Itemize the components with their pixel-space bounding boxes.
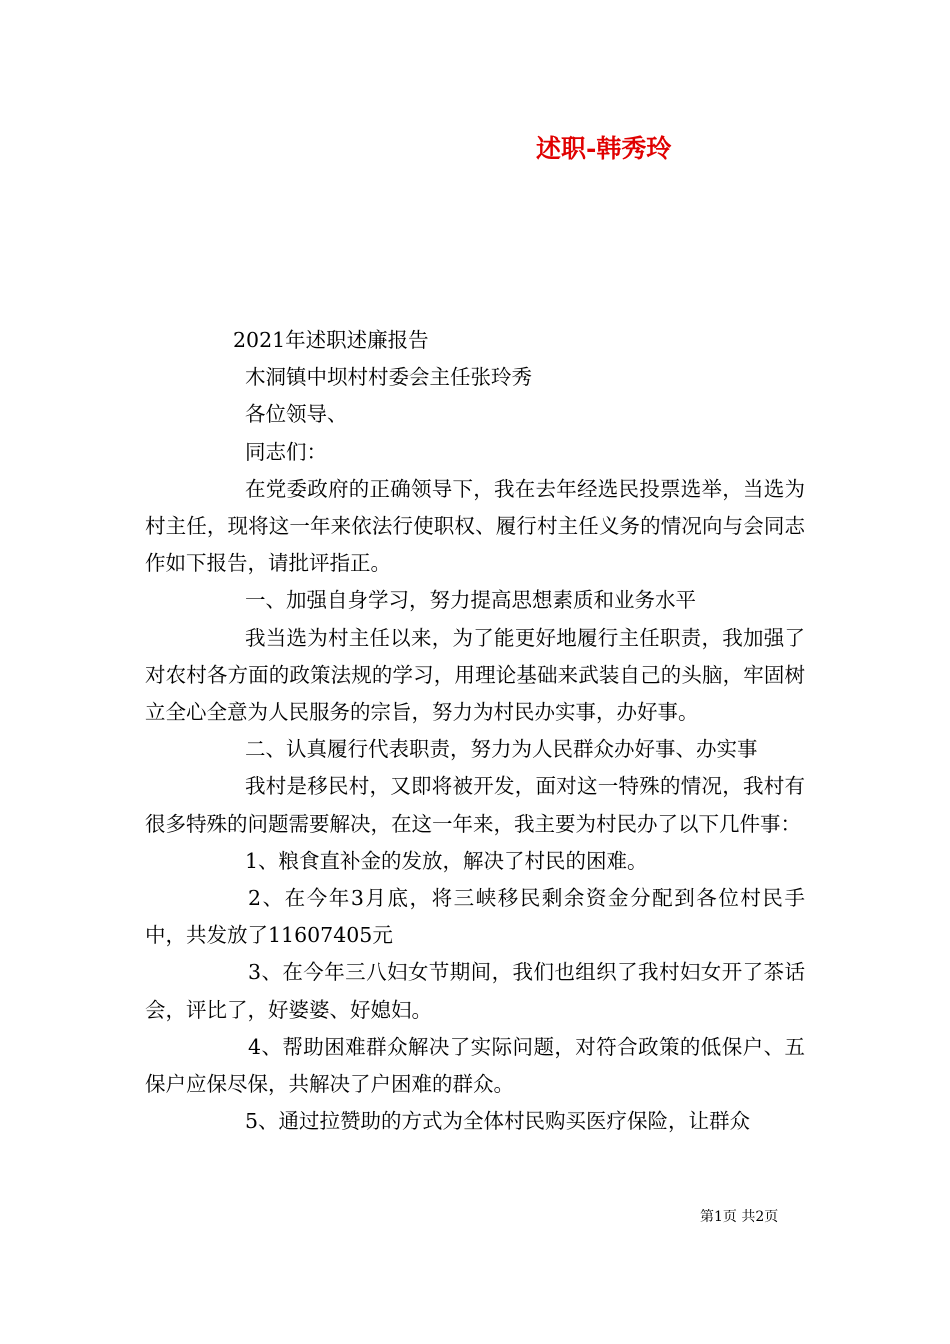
report-body <box>145 322 805 1140</box>
intro-paragraph: 在党委政府的正确领导下，我在去年经选民投票选举，当选为村主任，现将这一年来依法行使职权、履行村主任义务的情况向与会同志作如下报告，请批评指正。 <box>145 476 805 576</box>
section-1-paragraph: 我当选为村主任以来，为了能更好地履行主任职责，我加强了对农村各方面的政策法规的学习，用理论基础来武装自己的头脑，牢固树立全心全意为人民服务的宗旨，努力为村民办实事，办好事。 <box>145 625 805 725</box>
section-1-heading: 一、加强自身学习，努力提高思想素质和业务水平 <box>245 588 696 613</box>
report-author: 木洞镇中坝村村委会主任张玲秀 <box>245 365 532 390</box>
list-item: 5、通过拉赞助的方式为全体村民购买医疗保险，让群众 <box>245 1109 751 1134</box>
list-item: 2、在今年3月底，将三峡移民剩余资金分配到各位村民手中，共发放了11607405元 <box>145 886 805 948</box>
report-heading: 2021年述职述廉报告 <box>233 328 429 352</box>
section-2-heading: 二、认真履行代表职责，努力为人民群众办好事、办实事 <box>245 737 758 762</box>
salutation-comrades: 同志们： <box>245 439 327 464</box>
page-number: 第1页 共2页 <box>700 1209 779 1225</box>
list-item: 4、帮助困难群众解决了实际问题，对符合政策的低保户、五保户应保尽保，共解决了户困难的群众。 <box>145 1034 805 1097</box>
salutation-leaders: 各位领导、 <box>245 402 348 427</box>
list-item: 3、在今年三八妇女节期间，我们也组织了我村妇女开了茶话会，评比了，好婆婆、好媳妇。 <box>145 960 805 1022</box>
section-2-paragraph: 我村是移民村，又即将被开发，面对这一特殊的情况，我村有很多特殊的问题需要解决，在这一年来，我主要为村民办了以下几件事： <box>145 774 805 836</box>
list-item: 1、粮食直补金的发放，解决了村民的困难。 <box>245 848 648 873</box>
document-title-text: 述职-韩秀玲 <box>536 134 672 163</box>
document-title <box>0 132 950 166</box>
